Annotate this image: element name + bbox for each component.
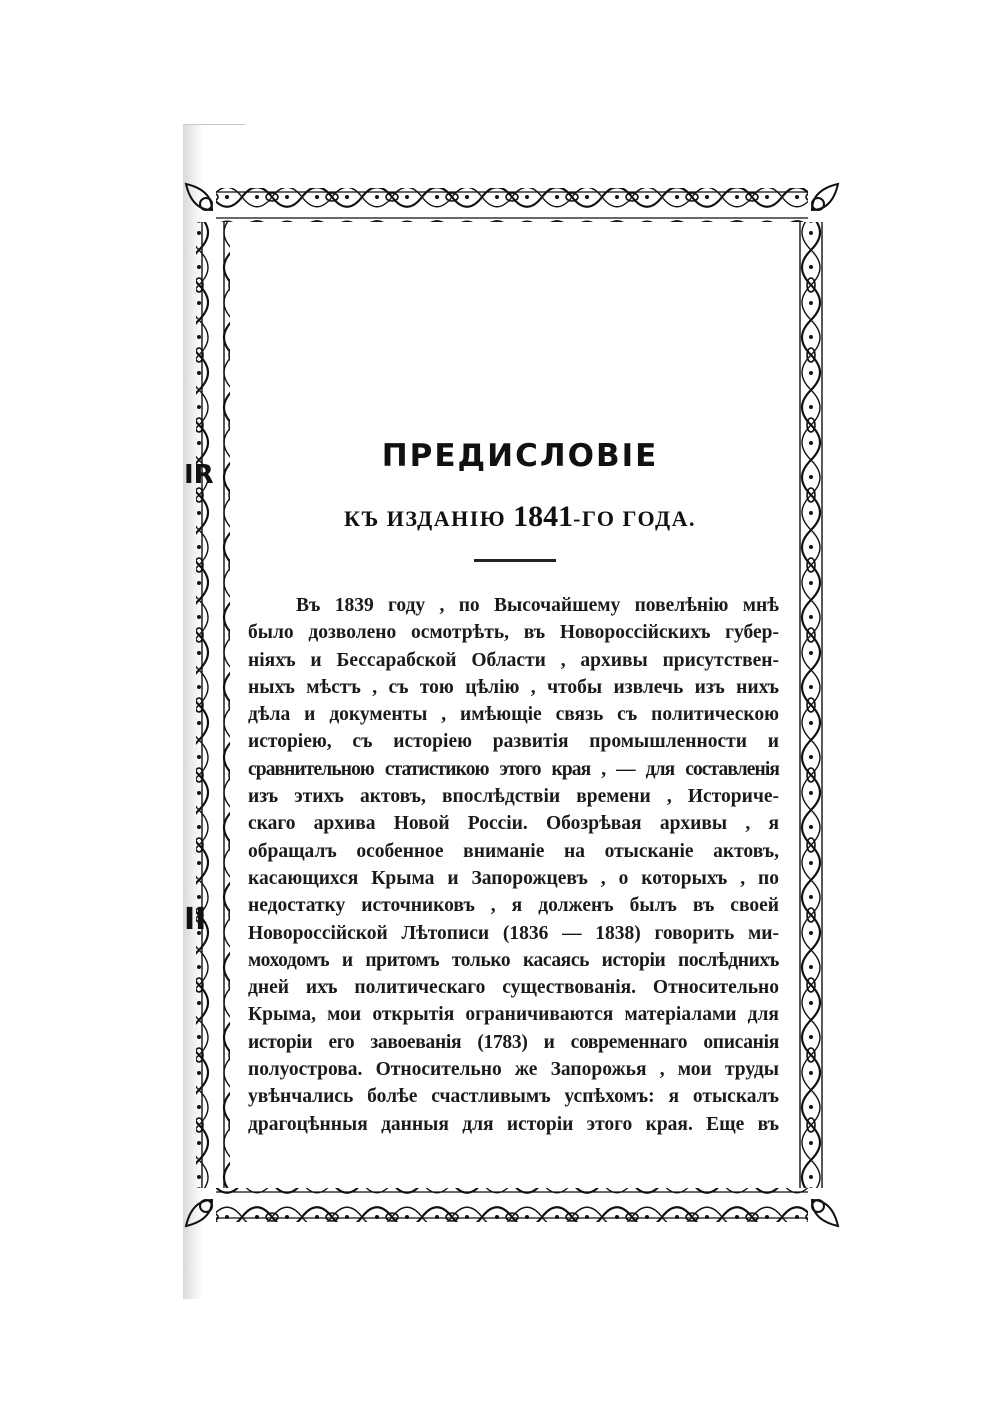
body-line: драгоцѣнныя данныя для исторіи этого края. Еще въ [248,1113,779,1135]
subtitle-prefix: КЪ ИЗДАНІЮ [343,506,507,531]
body-line: исторіею, съ исторіею развитія промышленности и [248,731,779,753]
body-line: ніяхъ и Бессарабской Области , архивы присутствен- [248,649,779,671]
subtitle-year: 1841 [513,500,574,533]
margin-mark-lower: II [184,902,207,937]
body-line: скаго архива Новой Россіи. Обозрѣвая архивы , я [248,813,779,835]
body-line: было дозволено осмотрѣть, въ Новороссійскихъ губер- [248,622,779,644]
body-line: ныхъ мѣстъ , съ тою цѣлію , чтобы извлечь изъ нихъ [248,676,779,698]
body-line: изъ этихъ актовъ, впослѣдствіи времени , Историче- [248,786,779,808]
body-line: дѣла и документы , имѣющіе связь съ политическою [248,704,779,726]
scan-edge-line [183,124,245,125]
page-subtitle [20,500,1000,534]
body-line: дней ихъ политическаго существованія. Относительно [248,977,779,999]
body-line: моходомъ и притомъ только касаясь исторіи послѣднихъ [248,949,779,971]
body-line: Крыма, мои открытія ограничиваются матеріалами для [248,1004,779,1026]
body-line: касающихся Крыма и Запорожцевъ , о которыхъ , по [248,867,779,889]
body-line: исторіи его завоеванія (1783) и современнаго описанія [248,1031,779,1053]
body-text [248,592,779,1138]
page-title: ПРЕДИСЛОВІЕ [381,438,659,474]
subtitle-suffix: -ГО ГОДА. [573,506,697,531]
body-line: обращалъ особенное вниманіе на отысканіе актовъ, [248,840,779,862]
body-line: полуострова. Относительно же Запорожья , мои труды [248,1059,779,1081]
body-line: сравнительною статистикою этого края , — для составленія [248,758,779,780]
body-line: Новороссійской Лѣтописи (1836 — 1838) говорить ми- [248,922,779,944]
body-line: недостатку источниковъ , я долженъ былъ въ своей [248,895,779,917]
body-line: Въ 1839 году , по Высочайшему повелѣнію мнѣ [296,595,779,616]
body-line: увѣнчались болѣе счастливымъ успѣхомъ: я отыскалъ [248,1086,779,1108]
title-divider [474,559,556,562]
margin-mark-upper: IR [184,460,214,490]
